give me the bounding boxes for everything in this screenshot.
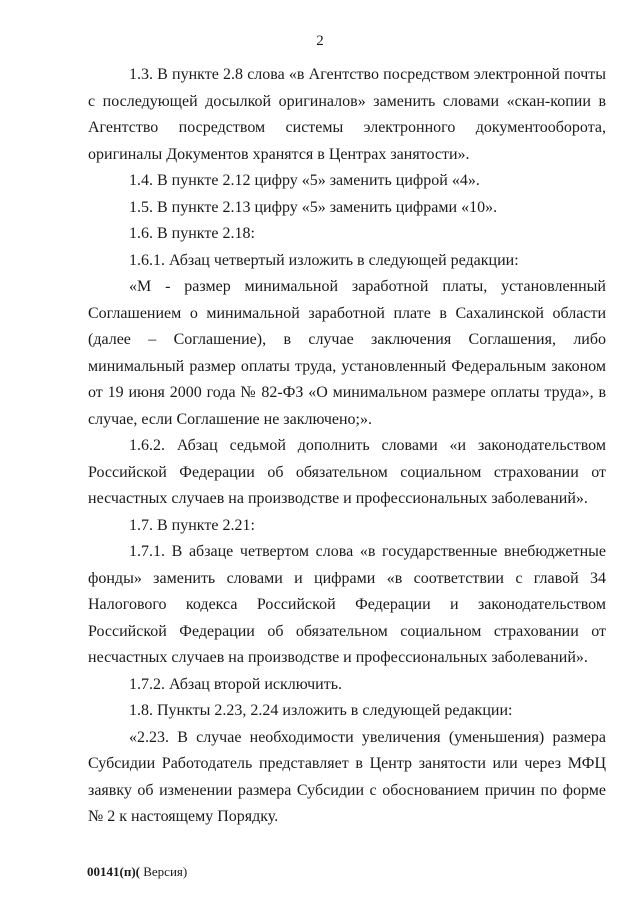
paragraph-1-6-1: 1.6.1. Абзац четвертый изложить в следующей редакции: xyxy=(129,251,519,269)
paragraph-1-8: 1.8. Пункты 2.23, 2.24 изложить в следующей редакции: xyxy=(129,702,513,719)
paragraph-1-7-1: 1.7.1. В абзаце четвертом слова «в государственные внебюджетные фонды» заменить словами и цифрами «в соответствии с главой 34 Налогового кодекса Российской Федерации и законодательством Российской Федерации об обязательном социальном страховании от несчастных случаев на производстве и профессиональных заболеваний». xyxy=(88,543,606,666)
paragraph-1-6: 1.6. В пункте 2.18: xyxy=(129,225,255,242)
paragraph-1-3: 1.3. В пункте 2.8 слова «в Агентство посредством электронной почты с последующей досылкой оригиналов» заменить словами «скан-копии в Агентство посредством системы электронного документооборота, оригиналы Документов хранятся в Центрах занятости». xyxy=(88,66,606,163)
paragraph-1-7-2: 1.7.2. Абзац второй исключить. xyxy=(129,675,343,693)
document-body xyxy=(88,62,606,831)
paragraph-1-7: 1.7. В пункте 2.21: xyxy=(129,516,255,534)
page-number: 2 xyxy=(316,33,324,49)
paragraph-1-5: 1.5. В пункте 2.13 цифру «5» заменить цифрами «10». xyxy=(129,198,498,216)
footer-version: Версия) xyxy=(139,864,188,879)
footer-code: 00141(п)( xyxy=(87,864,140,879)
document-footer-code xyxy=(87,864,187,880)
paragraph-1-4: 1.4. В пункте 2.12 цифру «5» заменить цифрой «4». xyxy=(129,172,480,189)
paragraph-2-23: «2.23. В случае необходимости увеличения (уменьшения) размера Субсидии Работодатель представляет в Центр занятости или через МФЦ заявку об изменении размера Субсидии с обоснованием причин по форме № 2 к настоящему Порядку. xyxy=(88,728,606,825)
paragraph-1-6-2: 1.6.2. Абзац седьмой дополнить словами «и законодательством Российской Федерации об обязательном социальном страховании от несчастных случаев на производстве и профессиональных заболеваний». xyxy=(88,437,606,507)
paragraph-quote-m: «М - размер минимальной заработной платы, установленный Соглашением о минимальной заработной плате в Сахалинской области (далее – Соглашение), в случае заключения Соглашения, либо минимальный размер оплаты труда, установленный Федеральным законом от 19 июня 2000 года № 82-ФЗ «О минимальном размере оплаты труда», в случае, если Соглашение не заключено;». xyxy=(88,278,606,428)
